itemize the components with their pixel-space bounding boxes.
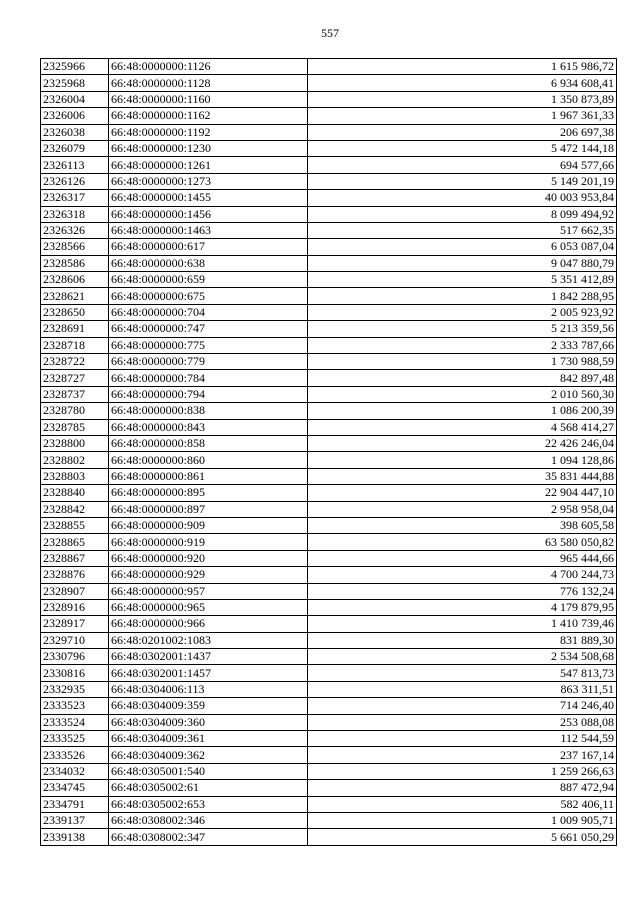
row-id-cell: 2328621 <box>41 288 109 304</box>
table-row <box>41 829 617 845</box>
value-cell: 4 568 414,27 <box>308 419 617 435</box>
row-id-cell: 2328785 <box>41 419 109 435</box>
value-cell: 1 350 873,89 <box>308 91 617 107</box>
table-row <box>41 304 617 320</box>
cadastral-number-cell: 66:48:0000000:1192 <box>109 124 308 140</box>
row-id-cell: 2328803 <box>41 468 109 484</box>
value-cell: 517 662,35 <box>308 222 617 238</box>
value-cell: 694 577,66 <box>308 157 617 173</box>
cadastral-number-cell: 66:48:0000000:929 <box>109 567 308 583</box>
value-cell: 831 889,30 <box>308 632 617 648</box>
table-row <box>41 222 617 238</box>
value-cell: 5 661 050,29 <box>308 829 617 845</box>
cadastral-number-cell: 66:48:0305002:653 <box>109 796 308 812</box>
table-row <box>41 796 617 812</box>
row-id-cell: 2339138 <box>41 829 109 845</box>
table-row <box>41 403 617 419</box>
value-cell: 35 831 444,88 <box>308 468 617 484</box>
value-cell: 22 426 246,04 <box>308 435 617 451</box>
cadastral-number-cell: 66:48:0000000:1261 <box>109 157 308 173</box>
cadastral-number-cell: 66:48:0000000:858 <box>109 435 308 451</box>
table-row <box>41 681 617 697</box>
value-cell: 965 444,66 <box>308 550 617 566</box>
table-row <box>41 780 617 796</box>
table-row <box>41 239 617 255</box>
row-id-cell: 2325968 <box>41 75 109 91</box>
value-cell: 582 406,11 <box>308 796 617 812</box>
cadastral-number-cell: 66:48:0000000:1463 <box>109 222 308 238</box>
row-id-cell: 2328867 <box>41 550 109 566</box>
table-row <box>41 435 617 451</box>
value-cell: 206 697,38 <box>308 124 617 140</box>
table-row <box>41 567 617 583</box>
row-id-cell: 2326038 <box>41 124 109 140</box>
row-id-cell: 2334745 <box>41 780 109 796</box>
cadastral-number-cell: 66:48:0304006:113 <box>109 681 308 697</box>
row-id-cell: 2325966 <box>41 59 109 75</box>
row-id-cell: 2333523 <box>41 698 109 714</box>
table-row <box>41 370 617 386</box>
table-row <box>41 386 617 402</box>
cadastral-number-cell: 66:48:0308002:347 <box>109 829 308 845</box>
row-id-cell: 2328606 <box>41 272 109 288</box>
cadastral-number-cell: 66:48:0304009:359 <box>109 698 308 714</box>
cadastral-number-cell: 66:48:0304009:360 <box>109 714 308 730</box>
value-cell: 1 086 200,39 <box>308 403 617 419</box>
value-cell: 398 605,58 <box>308 517 617 533</box>
row-id-cell: 2328737 <box>41 386 109 402</box>
value-cell: 6 053 087,04 <box>308 239 617 255</box>
cadastral-number-cell: 66:48:0000000:1162 <box>109 108 308 124</box>
table-row <box>41 173 617 189</box>
table-row <box>41 190 617 206</box>
value-cell: 40 003 953,84 <box>308 190 617 206</box>
value-cell: 1 842 288,95 <box>308 288 617 304</box>
row-id-cell: 2326113 <box>41 157 109 173</box>
row-id-cell: 2328727 <box>41 370 109 386</box>
cadastral-number-cell: 66:48:0000000:1126 <box>109 59 308 75</box>
cadastral-number-cell: 66:48:0000000:838 <box>109 403 308 419</box>
table-row <box>41 550 617 566</box>
cadastral-number-cell: 66:48:0000000:897 <box>109 501 308 517</box>
table-row <box>41 108 617 124</box>
cadastral-number-cell: 66:48:0000000:1456 <box>109 206 308 222</box>
row-id-cell: 2326004 <box>41 91 109 107</box>
cadastral-number-cell: 66:48:0000000:1128 <box>109 75 308 91</box>
value-cell: 2 958 958,04 <box>308 501 617 517</box>
row-id-cell: 2326326 <box>41 222 109 238</box>
cadastral-number-cell: 66:48:0000000:957 <box>109 583 308 599</box>
cadastral-number-cell: 66:48:0000000:779 <box>109 354 308 370</box>
row-id-cell: 2339137 <box>41 812 109 828</box>
table-row <box>41 255 617 271</box>
row-id-cell: 2333525 <box>41 731 109 747</box>
table-row <box>41 763 617 779</box>
value-cell: 2 333 787,66 <box>308 337 617 353</box>
value-cell: 1 730 988,59 <box>308 354 617 370</box>
row-id-cell: 2326079 <box>41 140 109 156</box>
cadastral-number-cell: 66:48:0000000:895 <box>109 485 308 501</box>
value-cell: 2 010 560,30 <box>308 386 617 402</box>
cadastral-number-cell: 66:48:0000000:860 <box>109 452 308 468</box>
table-row <box>41 288 617 304</box>
table-row <box>41 468 617 484</box>
value-cell: 112 544,59 <box>308 731 617 747</box>
value-cell: 9 047 880,79 <box>308 255 617 271</box>
row-id-cell: 2330796 <box>41 649 109 665</box>
row-id-cell: 2328566 <box>41 239 109 255</box>
value-cell: 863 311,51 <box>308 681 617 697</box>
table-row <box>41 337 617 353</box>
cadastral-number-cell: 66:48:0000000:919 <box>109 534 308 550</box>
value-cell: 8 099 494,92 <box>308 206 617 222</box>
cadastral-number-cell: 66:48:0000000:920 <box>109 550 308 566</box>
row-id-cell: 2328916 <box>41 599 109 615</box>
cadastral-number-cell: 66:48:0302001:1457 <box>109 665 308 681</box>
cadastral-number-cell: 66:48:0308002:346 <box>109 812 308 828</box>
value-cell: 63 580 050,82 <box>308 534 617 550</box>
cadastral-number-cell: 66:48:0000000:704 <box>109 304 308 320</box>
table-row <box>41 419 617 435</box>
row-id-cell: 2328718 <box>41 337 109 353</box>
row-id-cell: 2328780 <box>41 403 109 419</box>
table-row <box>41 501 617 517</box>
row-id-cell: 2334032 <box>41 763 109 779</box>
table-row <box>41 632 617 648</box>
value-cell: 4 179 879,95 <box>308 599 617 615</box>
row-id-cell: 2328842 <box>41 501 109 517</box>
cadastral-number-cell: 66:48:0000000:1273 <box>109 173 308 189</box>
data-table <box>40 58 617 846</box>
cadastral-number-cell: 66:48:0000000:638 <box>109 255 308 271</box>
cadastral-number-cell: 66:48:0304009:361 <box>109 731 308 747</box>
cadastral-number-cell: 66:48:0305001:540 <box>109 763 308 779</box>
cadastral-number-cell: 66:48:0000000:909 <box>109 517 308 533</box>
cadastral-number-cell: 66:48:0000000:675 <box>109 288 308 304</box>
table-row <box>41 124 617 140</box>
cadastral-number-cell: 66:48:0304009:362 <box>109 747 308 763</box>
table-row <box>41 665 617 681</box>
row-id-cell: 2328691 <box>41 321 109 337</box>
value-cell: 714 246,40 <box>308 698 617 714</box>
table-row <box>41 534 617 550</box>
table-body <box>41 59 617 846</box>
table-row <box>41 140 617 156</box>
table-row <box>41 75 617 91</box>
row-id-cell: 2330816 <box>41 665 109 681</box>
cadastral-number-cell: 66:48:0302001:1437 <box>109 649 308 665</box>
cadastral-number-cell: 66:48:0000000:617 <box>109 239 308 255</box>
value-cell: 2 534 508,68 <box>308 649 617 665</box>
cadastral-number-cell: 66:48:0000000:747 <box>109 321 308 337</box>
value-cell: 1 094 128,86 <box>308 452 617 468</box>
row-id-cell: 2328855 <box>41 517 109 533</box>
row-id-cell: 2328722 <box>41 354 109 370</box>
cadastral-number-cell: 66:48:0000000:965 <box>109 599 308 615</box>
row-id-cell: 2328650 <box>41 304 109 320</box>
row-id-cell: 2328802 <box>41 452 109 468</box>
table-row <box>41 206 617 222</box>
table-row <box>41 616 617 632</box>
row-id-cell: 2332935 <box>41 681 109 697</box>
value-cell: 5 213 359,56 <box>308 321 617 337</box>
table-row <box>41 517 617 533</box>
value-cell: 4 700 244,73 <box>308 567 617 583</box>
table-row <box>41 485 617 501</box>
row-id-cell: 2333524 <box>41 714 109 730</box>
value-cell: 1 259 266,63 <box>308 763 617 779</box>
cadastral-number-cell: 66:48:0000000:1230 <box>109 140 308 156</box>
value-cell: 547 813,73 <box>308 665 617 681</box>
cadastral-number-cell: 66:48:0000000:843 <box>109 419 308 435</box>
row-id-cell: 2334791 <box>41 796 109 812</box>
value-cell: 2 005 923,92 <box>308 304 617 320</box>
cadastral-number-cell: 66:48:0000000:775 <box>109 337 308 353</box>
table-row <box>41 714 617 730</box>
row-id-cell: 2329710 <box>41 632 109 648</box>
value-cell: 887 472,94 <box>308 780 617 796</box>
table-row <box>41 649 617 665</box>
cadastral-number-cell: 66:48:0000000:1160 <box>109 91 308 107</box>
row-id-cell: 2328865 <box>41 534 109 550</box>
value-cell: 1 410 739,46 <box>308 616 617 632</box>
row-id-cell: 2328876 <box>41 567 109 583</box>
cadastral-number-cell: 66:48:0000000:659 <box>109 272 308 288</box>
table-row <box>41 731 617 747</box>
table-row <box>41 321 617 337</box>
value-cell: 5 351 412,89 <box>308 272 617 288</box>
row-id-cell: 2333526 <box>41 747 109 763</box>
value-cell: 1 009 905,71 <box>308 812 617 828</box>
value-cell: 22 904 447,10 <box>308 485 617 501</box>
table-row <box>41 354 617 370</box>
row-id-cell: 2328586 <box>41 255 109 271</box>
value-cell: 253 088,08 <box>308 714 617 730</box>
row-id-cell: 2326318 <box>41 206 109 222</box>
table-row <box>41 59 617 75</box>
table-row <box>41 91 617 107</box>
table-row <box>41 812 617 828</box>
table-row <box>41 272 617 288</box>
cadastral-number-cell: 66:48:0000000:966 <box>109 616 308 632</box>
table-row <box>41 583 617 599</box>
cadastral-number-cell: 66:48:0000000:794 <box>109 386 308 402</box>
value-cell: 6 934 608,41 <box>308 75 617 91</box>
cadastral-number-cell: 66:48:0000000:784 <box>109 370 308 386</box>
table-row <box>41 599 617 615</box>
table-row <box>41 157 617 173</box>
row-id-cell: 2326006 <box>41 108 109 124</box>
cadastral-number-cell: 66:48:0000000:861 <box>109 468 308 484</box>
table-row <box>41 698 617 714</box>
row-id-cell: 2326126 <box>41 173 109 189</box>
value-cell: 842 897,48 <box>308 370 617 386</box>
cadastral-number-cell: 66:48:0305002:61 <box>109 780 308 796</box>
value-cell: 5 149 201,19 <box>308 173 617 189</box>
value-cell: 237 167,14 <box>308 747 617 763</box>
row-id-cell: 2328800 <box>41 435 109 451</box>
cadastral-number-cell: 66:48:0201002:1083 <box>109 632 308 648</box>
cadastral-number-cell: 66:48:0000000:1455 <box>109 190 308 206</box>
value-cell: 776 132,24 <box>308 583 617 599</box>
row-id-cell: 2328840 <box>41 485 109 501</box>
row-id-cell: 2328907 <box>41 583 109 599</box>
table-row <box>41 452 617 468</box>
value-cell: 1 967 361,33 <box>308 108 617 124</box>
value-cell: 5 472 144,18 <box>308 140 617 156</box>
value-cell: 1 615 986,72 <box>308 59 617 75</box>
row-id-cell: 2326317 <box>41 190 109 206</box>
page-number: 557 <box>321 26 339 40</box>
row-id-cell: 2328917 <box>41 616 109 632</box>
table-row <box>41 747 617 763</box>
